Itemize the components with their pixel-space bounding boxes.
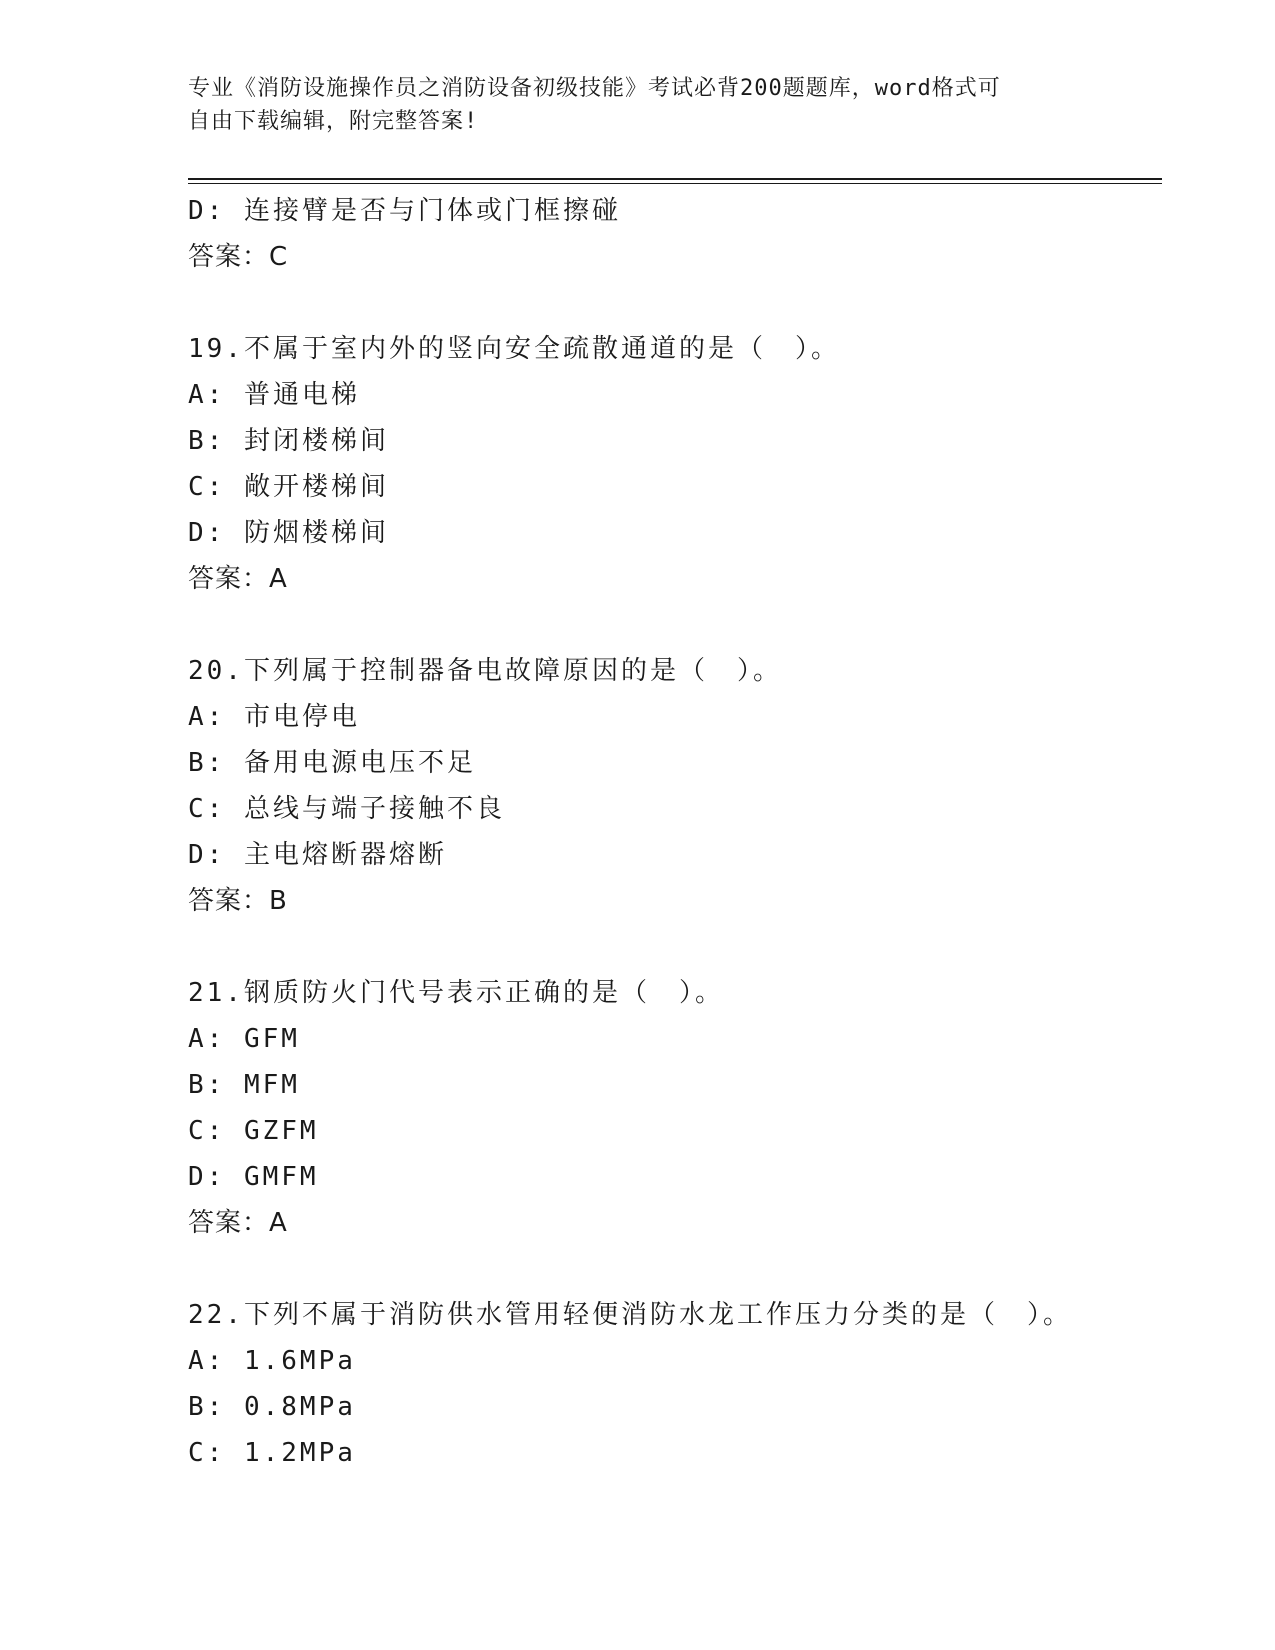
option-d: D: 主电熔断器熔断 — [188, 840, 447, 870]
option-c: C: GZFM — [188, 1116, 319, 1146]
header-line-1: 专业《消防设施操作员之消防设备初级技能》考试必背200题题库，word格式可 — [188, 76, 1001, 101]
spacer — [188, 602, 1162, 648]
previous-question-tail — [188, 188, 1162, 280]
question-list — [188, 188, 1162, 1476]
header-divider-thin — [188, 183, 1162, 184]
spacer — [188, 924, 1162, 970]
option-b: B: 封闭楼梯间 — [188, 426, 389, 456]
option-b: B: MFM — [188, 1070, 300, 1100]
document-header — [188, 72, 1088, 138]
option-c: C: 1.2MPa — [188, 1438, 356, 1468]
question-stem: 22.下列不属于消防供水管用轻便消防水龙工作压力分类的是（ ）。 — [188, 1300, 1072, 1330]
option-a: A: 普通电梯 — [188, 380, 360, 410]
option-d: D: 防烟楼梯间 — [188, 518, 389, 548]
answer-line: 答案：B — [188, 886, 288, 916]
header-line-2: 自由下载编辑，附完整答案! — [188, 109, 479, 134]
option-a: A: GFM — [188, 1024, 300, 1054]
option-d: D: 连接臂是否与门体或门框擦碰 — [188, 196, 621, 226]
answer-line: 答案：A — [188, 1208, 288, 1238]
answer-line: 答案：A — [188, 564, 288, 594]
question-stem: 20.下列属于控制器备电故障原因的是（ ）。 — [188, 656, 782, 686]
answer-line: 答案：C — [188, 242, 289, 272]
header-divider-thick — [188, 178, 1162, 180]
spacer — [188, 1246, 1162, 1292]
question-stem: 19.不属于室内外的竖向安全疏散通道的是（ ）。 — [188, 334, 840, 364]
option-c: C: 敞开楼梯间 — [188, 472, 389, 502]
option-b: B: 0.8MPa — [188, 1392, 356, 1422]
option-d: D: GMFM — [188, 1162, 319, 1192]
question-19 — [188, 326, 1162, 602]
question-22 — [188, 1292, 1162, 1476]
question-20 — [188, 648, 1162, 924]
option-c: C: 总线与端子接触不良 — [188, 794, 505, 824]
spacer — [188, 280, 1162, 326]
option-b: B: 备用电源电压不足 — [188, 748, 476, 778]
option-a: A: 市电停电 — [188, 702, 360, 732]
option-a: A: 1.6MPa — [188, 1346, 356, 1376]
question-21 — [188, 970, 1162, 1246]
question-stem: 21.钢质防火门代号表示正确的是（ ）。 — [188, 978, 724, 1008]
